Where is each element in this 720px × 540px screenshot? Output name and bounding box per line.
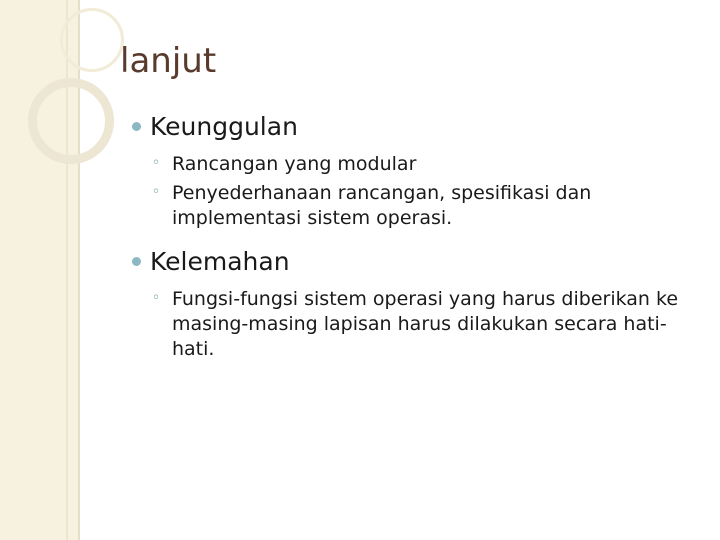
- bullet-kelemahan: [132, 247, 692, 277]
- decorative-ring-small: [60, 8, 124, 72]
- sub-bullet: [132, 152, 692, 177]
- bullet-keunggulan: [132, 112, 692, 142]
- sub-bullet-text: Penyederhanaan rancangan, spesifikasi dan implementasi sistem operasi.: [172, 182, 592, 229]
- sub-bullet: [132, 181, 692, 231]
- decorative-ring-large: [28, 78, 114, 164]
- slide-content: [132, 112, 692, 366]
- sub-bullet: [132, 287, 692, 362]
- slide-title: lanjut: [120, 41, 217, 81]
- bullet-dot-icon: [132, 257, 141, 266]
- sub-bullet-ring-icon: ◦: [152, 184, 161, 200]
- bullet-dot-icon: [132, 122, 141, 131]
- bullet-label: Keunggulan: [150, 112, 298, 141]
- sub-bullet-ring-icon: ◦: [152, 155, 161, 171]
- sub-bullet-text: Rancangan yang modular: [172, 153, 417, 175]
- bullet-label: Kelemahan: [150, 247, 290, 276]
- sub-bullet-ring-icon: ◦: [152, 290, 161, 306]
- sub-bullet-text: Fungsi-fungsi sistem operasi yang harus diberikan ke masing-masing lapisan harus dilakukan secara hati-hati.: [172, 288, 679, 360]
